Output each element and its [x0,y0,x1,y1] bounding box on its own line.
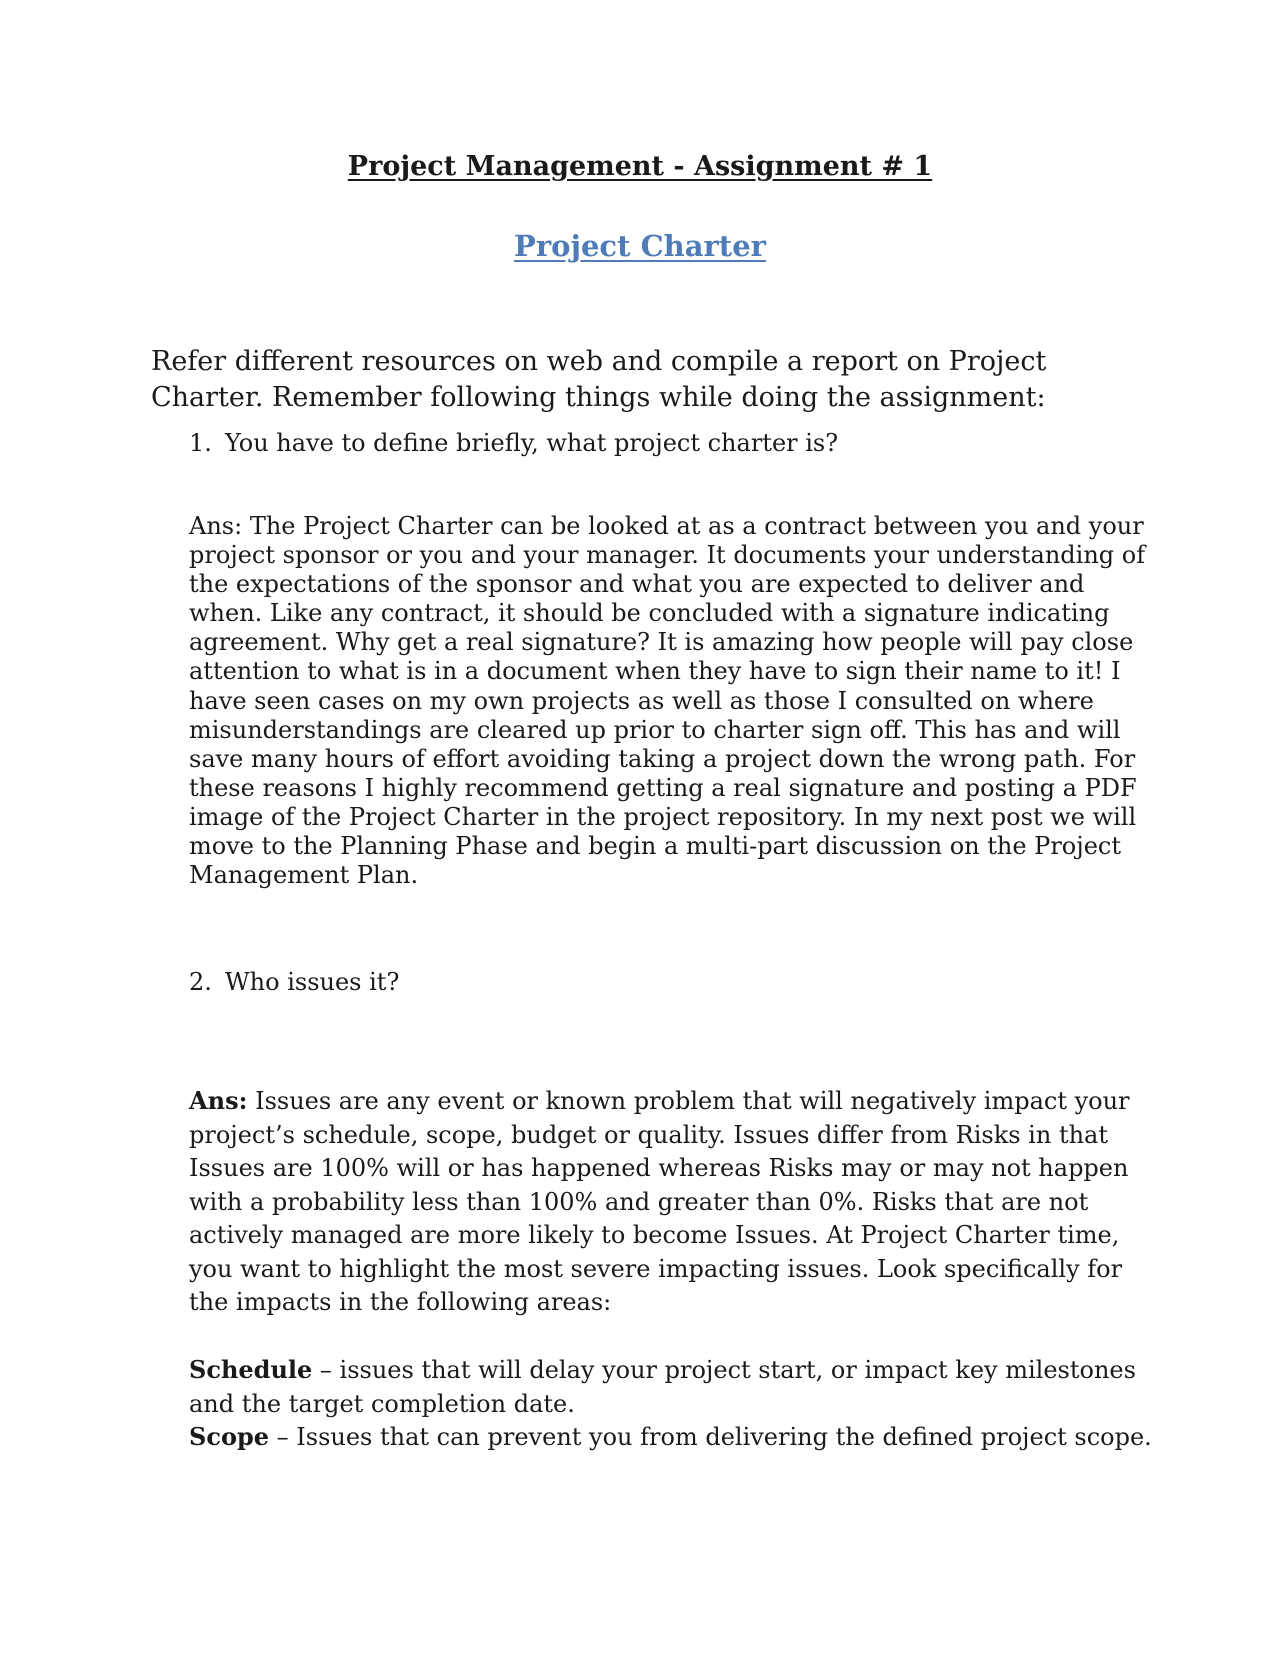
answer-text: Issues are any event or known problem that will negatively impact your project’s schedule, scope, budget or quality. Issues differ from Risks in that Issues are 100% will or has happened whereas Risks may or may not happen with a probability less than 100% and greater than 0%. Risks that are not actively managed are more likely to become Issues. At Project Charter time, you want to highlight the most severe impacting issues. Look specifically for the impacts in the following areas: [189,1087,1130,1316]
question-2 [189,966,1169,998]
document-title: Project Management - Assignment # 1 [347,151,933,182]
intro-paragraph: Refer different resources on web and compile a report on Project Charter. Remember following things while doing the assignment: [151,346,1047,413]
impact-description: – issues that will delay your project start, or impact key milestones and the target completion date. [189,1356,1136,1418]
answer-2-paragraph [189,1084,1159,1320]
answer-label: Ans: [189,1086,248,1115]
question-number: 1. [189,429,212,457]
impact-description: – Issues that can prevent you from delivering the defined project scope. [269,1423,1152,1451]
impact-scope [189,1420,1159,1455]
impact-term: Schedule [189,1355,313,1384]
question-number: 2. [189,968,212,996]
answer-1-paragraph: Ans: The Project Charter can be looked at as a contract between you and your project sponsor or you and your manager. It documents your understanding of the expectations of the sponsor and what you are expected to deliver and when. Like any contract, it should be concluded with a signature indicating agreement. Why get a real signature? It is amazing how people will pay close attention to what is in a document when they have to sign their name to it! I have seen cases on my own projects as well as those I consulted on where misunderstandings are cleared up prior to charter sign off. This has and will save many hours of effort avoiding taking a project down the wrong path. For these reasons I highly recommend getting a real signature and posting a PDF image of the Project Charter in the project repository. In my next post we will move to the Planning Phase and begin a multi-part discussion on the Project Management Plan. [189,512,1146,890]
document-subtitle: Project Charter [514,229,766,263]
question-1 [189,427,1169,459]
impact-schedule [189,1353,1159,1421]
impact-term: Scope [189,1422,270,1451]
question-text: Who issues it? [225,968,400,996]
question-text: You have to define briefly, what project charter is? [225,429,839,457]
